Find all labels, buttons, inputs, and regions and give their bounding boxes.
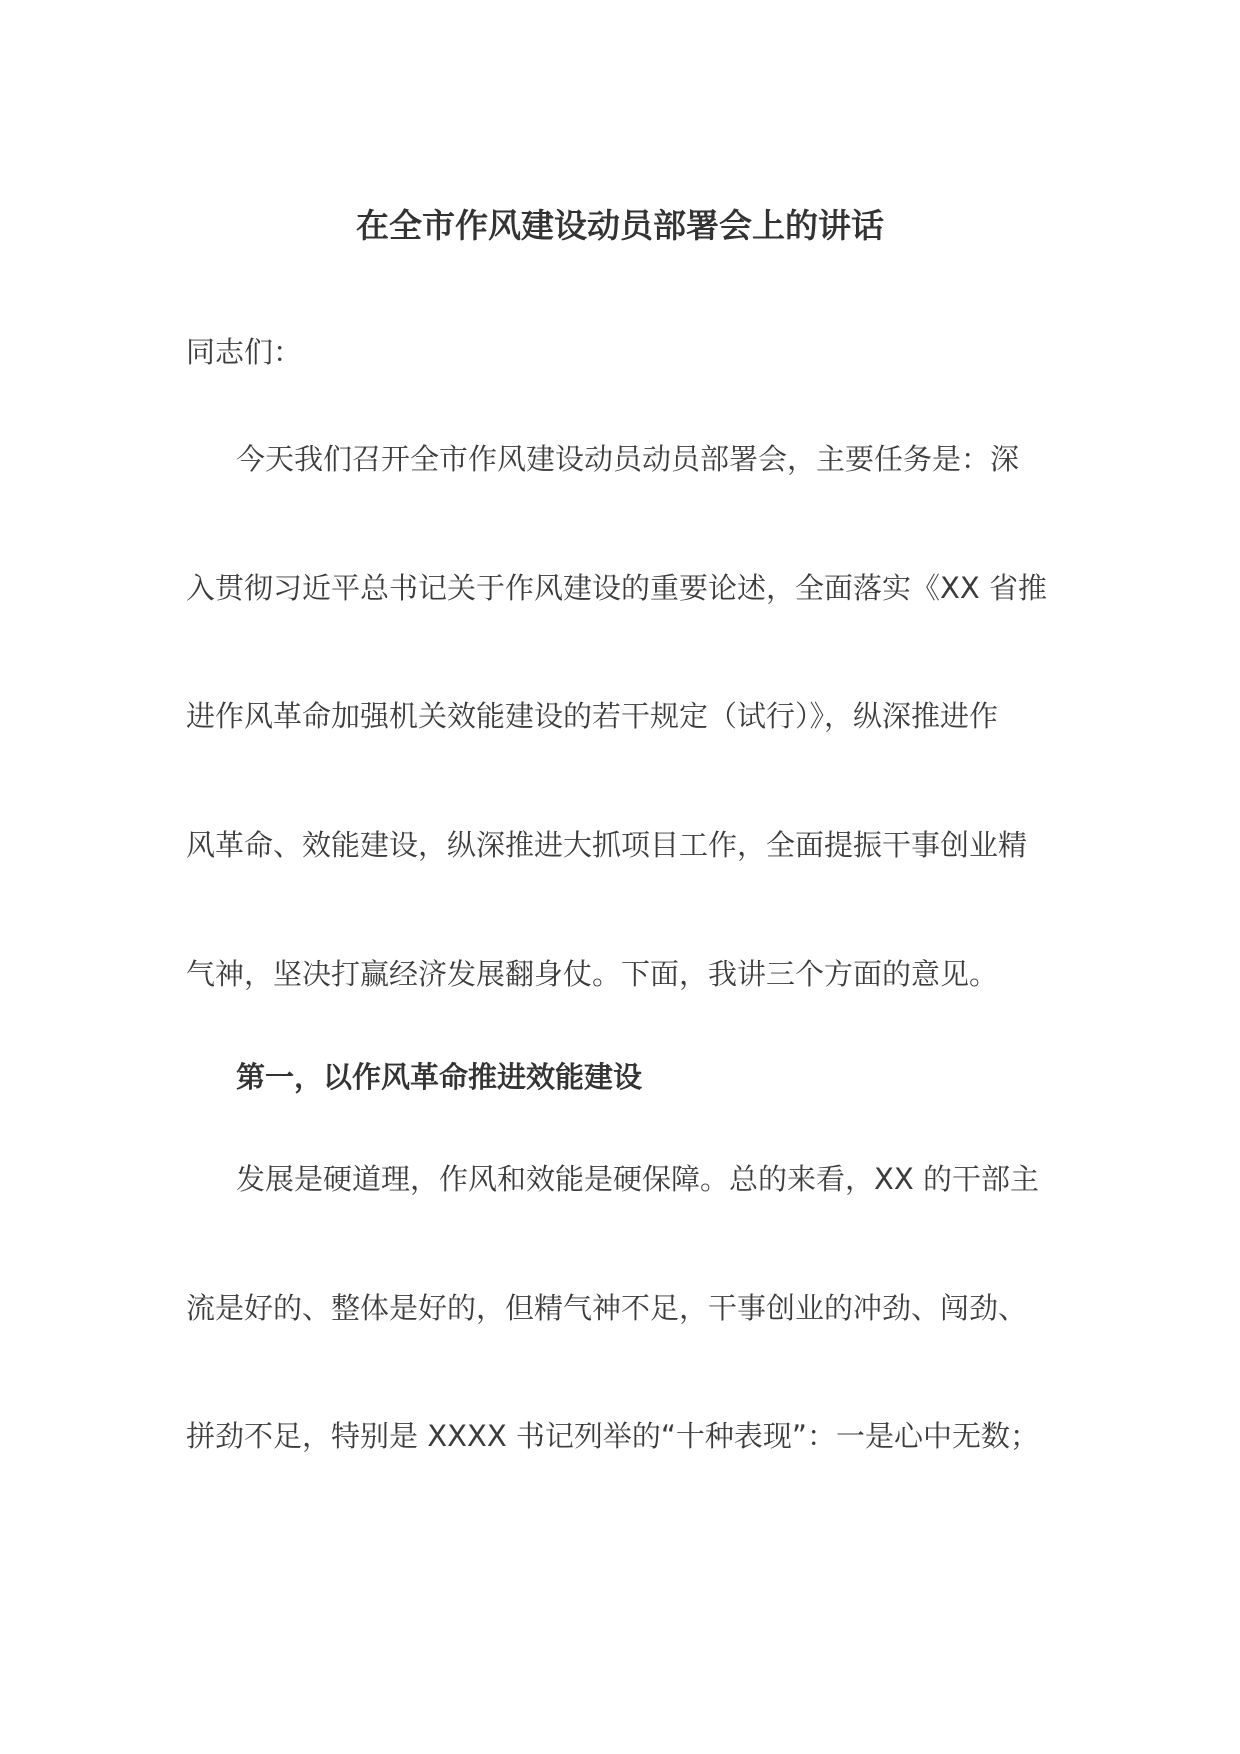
paragraph-line: 流是好的、整体是好的，但精气神不足，干事创业的冲劲、闯劲、 [186, 1291, 1028, 1325]
paragraph-line: 气神，坚决打赢经济发展翻身仗。下面，我讲三个方面的意见。 [186, 957, 999, 991]
paragraph-line: 发展是硬道理，作风和效能是硬保障。总的来看，XX 的干部主 [236, 1162, 1039, 1196]
document-title: 在全市作风建设动员部署会上的讲话 [356, 206, 884, 245]
section-heading: 第一，以作风革命推进效能建设 [236, 1060, 643, 1094]
salutation: 同志们： [186, 335, 303, 369]
paragraph-line: 今天我们召开全市作风建设动员动员部署会，主要任务是：深 [236, 442, 1020, 476]
paragraph-line: 风革命、效能建设，纵深推进大抓项目工作，全面提振干事创业精 [186, 828, 1028, 862]
paragraph-line: 进作风革命加强机关效能建设的若干规定（试行）》，纵深推进作 [186, 699, 999, 733]
paragraph-line: 入贯彻习近平总书记关于作风建设的重要论述，全面落实《XX 省推 [186, 571, 1047, 605]
paragraph-line: 拼劲不足，特别是 XXXX 书记列举的“十种表现”：一是心中无数； [186, 1419, 1039, 1453]
